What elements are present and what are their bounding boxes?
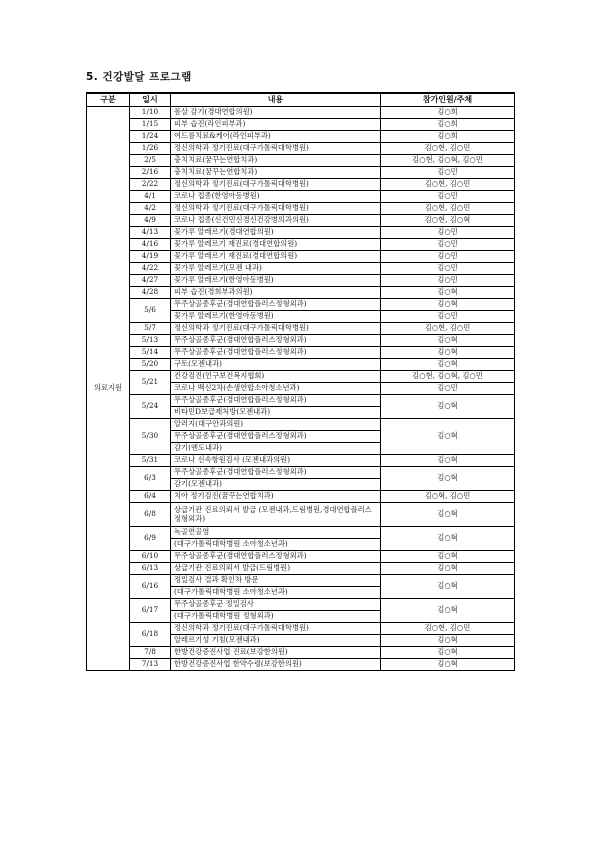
content-cell: 감기(엔도내과)	[171, 443, 381, 455]
date-cell: 5/21	[130, 371, 171, 395]
table-row	[87, 347, 515, 359]
date-cell: 6/16	[130, 575, 171, 599]
participants-cell: 김○혁	[381, 563, 515, 575]
table-row	[87, 155, 515, 167]
table-row	[87, 623, 515, 635]
table-row	[87, 215, 515, 227]
content-cell: (대구가톨릭대학병원 소아청소년과)	[171, 539, 381, 551]
table-row	[87, 179, 515, 191]
participants-cell: 김○희	[381, 107, 515, 119]
participants-cell: 김○희	[381, 119, 515, 131]
content-cell: 한방건강증진사업 진료(보강한의원)	[171, 647, 381, 659]
table-row	[87, 287, 515, 299]
table-row	[87, 131, 515, 143]
content-cell: 정신의학과 정기진료(대구가톨릭대학병원)	[171, 203, 381, 215]
participants-cell: 김○혁	[381, 299, 515, 311]
participants-cell: 김○민	[381, 239, 515, 251]
date-cell: 4/1	[130, 191, 171, 203]
date-cell: 4/16	[130, 239, 171, 251]
participants-cell: 김○현, 김○혁, 김○민	[381, 155, 515, 167]
table-row	[87, 275, 515, 287]
date-cell: 6/9	[130, 527, 171, 551]
content-cell: 구토(모젠내과)	[171, 359, 381, 371]
content-cell: 정신의학과 정기진료(대구가톨릭대학병원)	[171, 323, 381, 335]
content-cell: 코로나 접종(신건민신경신건강병의과의원)	[171, 215, 381, 227]
content-cell: 녹골연골염	[171, 527, 381, 539]
participants-cell: 김○민	[381, 251, 515, 263]
table-row	[87, 143, 515, 155]
participants-cell: 김○혁	[381, 635, 515, 647]
table-row	[87, 323, 515, 335]
content-cell: 충치치료(꿈꾸는연합치과)	[171, 155, 381, 167]
table-row	[87, 467, 515, 479]
date-cell: 1/10	[130, 107, 171, 119]
content-cell: 정신의학과 정기진료(대구가톨릭대학병원)	[171, 179, 381, 191]
table-row	[87, 395, 515, 407]
date-cell: 4/2	[130, 203, 171, 215]
table-row	[87, 203, 515, 215]
participants-cell: 김○혁	[381, 419, 515, 455]
participants-cell: 김○현, 김○혁	[381, 215, 515, 227]
content-cell: 무주상골종후군(경대연합플러스정형외과)	[171, 395, 381, 407]
header-category: 구분	[87, 93, 130, 107]
content-cell: 한방건강증진사업 한약수령(보강한의원)	[171, 659, 381, 671]
content-cell: 무주상골종후군(경대연합플러스정형외과)	[171, 347, 381, 359]
table-row	[87, 575, 515, 587]
content-cell: 감기(모젠내과)	[171, 479, 381, 491]
content-cell: 코로나 백신2차(손생연합소아청소년과)	[171, 383, 381, 395]
table-row	[87, 491, 515, 503]
participants-cell: 김○현, 김○민	[381, 323, 515, 335]
date-cell: 5/24	[130, 395, 171, 419]
participants-cell: 김○현, 김○민	[381, 179, 515, 191]
participants-cell: 김○민	[381, 311, 515, 323]
table-row	[87, 647, 515, 659]
participants-cell: 김○혁	[381, 455, 515, 467]
content-cell: 비타민D보급제처방(모젠내과)	[171, 407, 381, 419]
date-cell: 6/10	[130, 551, 171, 563]
category-cell: 의료지원	[87, 107, 130, 671]
content-cell: 무주상골종후군(경대연합플러스정형외과)	[171, 299, 381, 311]
content-cell: 알러지(대구안과의원)	[171, 419, 381, 431]
table-row	[87, 527, 515, 539]
participants-cell: 김○혁	[381, 599, 515, 623]
content-cell: 치아 정기검진(꿈꾸는연합치과)	[171, 491, 381, 503]
content-cell: 피부 습진(라인피부과)	[171, 119, 381, 131]
date-cell: 4/28	[130, 287, 171, 299]
participants-cell: 김○현, 김○민	[381, 203, 515, 215]
content-cell: 무주상골종후군(경대연합플러스정형외과)	[171, 467, 381, 479]
date-cell: 5/14	[130, 347, 171, 359]
participants-cell: 김○혁	[381, 395, 515, 419]
content-cell: 충치치료(꿈꾸는연합치과)	[171, 167, 381, 179]
table-row	[87, 419, 515, 431]
date-cell: 6/13	[130, 563, 171, 575]
date-cell: 1/26	[130, 143, 171, 155]
table-row	[87, 455, 515, 467]
participants-cell: 김○현, 김○민	[381, 143, 515, 155]
section-title: 5. 건강발달 프로그램	[86, 71, 192, 83]
date-cell: 4/9	[130, 215, 171, 227]
date-cell: 5/7	[130, 323, 171, 335]
date-cell: 6/3	[130, 467, 171, 491]
table-row	[87, 371, 515, 383]
table-row	[87, 167, 515, 179]
table-row	[87, 239, 515, 251]
content-cell: 건강검진(인구보건복지협회)	[171, 371, 381, 383]
table-row	[87, 251, 515, 263]
participants-cell: 김○혁	[381, 659, 515, 671]
table-row	[87, 299, 515, 311]
table-row	[87, 599, 515, 611]
participants-cell: 김○혁	[381, 575, 515, 599]
content-cell: 코로나 접종(한영아동병원)	[171, 191, 381, 203]
content-cell: 여드름치료&케어(라인피부과)	[171, 131, 381, 143]
date-cell: 1/24	[130, 131, 171, 143]
date-cell: 5/30	[130, 419, 171, 455]
content-cell: 정밀검사 결과 확인차 방문	[171, 575, 381, 587]
content-cell: 알레르기성 기침(모젠내과)	[171, 635, 381, 647]
date-cell: 5/31	[130, 455, 171, 467]
content-cell: 몸살 감기(경대연합의원)	[171, 107, 381, 119]
header-content: 내용	[171, 93, 381, 107]
date-cell: 5/13	[130, 335, 171, 347]
date-cell: 5/20	[130, 359, 171, 371]
content-cell: 정신의학과 정기진료(대구가톨릭대학병원)	[171, 623, 381, 635]
content-cell: (대구가톨릭대학병원 소아청소년과)	[171, 587, 381, 599]
date-cell: 4/19	[130, 251, 171, 263]
content-cell: 꽃가루 알레르기 재진료(경대연합의원)	[171, 239, 381, 251]
participants-cell: 김○민	[381, 167, 515, 179]
table-row	[87, 659, 515, 671]
table-header-row	[87, 93, 515, 107]
date-cell: 7/8	[130, 647, 171, 659]
date-cell: 6/18	[130, 623, 171, 647]
date-cell: 4/27	[130, 275, 171, 287]
date-cell: 1/15	[130, 119, 171, 131]
participants-cell: 김○혁	[381, 347, 515, 359]
content-cell: 꽃가루 알레르기(한영아동병원)	[171, 275, 381, 287]
content-cell: 무주상골종후군(경대연합플러스정형외과)	[171, 335, 381, 347]
participants-cell: 김○민	[381, 275, 515, 287]
table-row	[87, 563, 515, 575]
date-cell: 6/4	[130, 491, 171, 503]
content-cell: 상급기관 진료의뢰서 발급(드림병원)	[171, 563, 381, 575]
date-cell: 4/22	[130, 263, 171, 275]
date-cell: 4/13	[130, 227, 171, 239]
participants-cell: 김○혁	[381, 527, 515, 551]
table-row	[87, 335, 515, 347]
table-row	[87, 191, 515, 203]
participants-cell: 김○민	[381, 227, 515, 239]
health-program-table	[86, 92, 515, 671]
date-cell: 2/16	[130, 167, 171, 179]
header-date: 일시	[130, 93, 171, 107]
header-participants: 참가인원/주체	[381, 93, 515, 107]
content-cell: 정신의학과 정기진료(대구가톨릭대학병원)	[171, 143, 381, 155]
content-cell: 코로나 신속항원검사 (모젠내과의원)	[171, 455, 381, 467]
table-row	[87, 359, 515, 371]
content-cell: 피부 습진(경희부과의원)	[171, 287, 381, 299]
participants-cell: 김○현, 김○민	[381, 623, 515, 635]
participants-cell: 김○혁	[381, 359, 515, 371]
participants-cell: 김○혁, 김○민	[381, 491, 515, 503]
table-row	[87, 119, 515, 131]
content-cell: 꽃가루 알레르기 재진료(경대연합의원)	[171, 251, 381, 263]
participants-cell: 김○혁	[381, 647, 515, 659]
participants-cell: 김○혁	[381, 467, 515, 491]
date-cell: 2/5	[130, 155, 171, 167]
content-cell: 무주상골종후군(경대연합플러스정형외과)	[171, 551, 381, 563]
table-row	[87, 227, 515, 239]
participants-cell: 김○혁	[381, 503, 515, 527]
participants-cell: 김○민	[381, 263, 515, 275]
participants-cell: 김○혁	[381, 551, 515, 563]
date-cell: 6/17	[130, 599, 171, 623]
date-cell: 6/8	[130, 503, 171, 527]
content-cell: 상급기관 진료의뢰서 발급 (모젠내과,드림병원,경대연합플러스정형외과)	[171, 503, 381, 527]
content-cell: 무주상골종후군 정밀검사	[171, 599, 381, 611]
participants-cell: 김○혁	[381, 287, 515, 299]
date-cell: 2/22	[130, 179, 171, 191]
participants-cell: 김○현, 김○혁, 김○민	[381, 371, 515, 383]
table-row	[87, 551, 515, 563]
participants-cell: 김○혁	[381, 335, 515, 347]
content-cell: 꽃가루 알레르기(경대연합의원)	[171, 227, 381, 239]
content-cell: 꽃가루 알레르기(한영아동병원)	[171, 311, 381, 323]
date-cell: 7/13	[130, 659, 171, 671]
table-row	[87, 107, 515, 119]
content-cell: (대구가톨릭대학병원 정형외과)	[171, 611, 381, 623]
table-row	[87, 503, 515, 527]
content-cell: 꽃가루 알레르기(모젠 내과)	[171, 263, 381, 275]
participants-cell: 김○민	[381, 383, 515, 395]
table-row	[87, 263, 515, 275]
date-cell: 5/6	[130, 299, 171, 323]
content-cell: 무주상골종후군(경대연합플러스정형외과)	[171, 431, 381, 443]
participants-cell: 김○민	[381, 191, 515, 203]
participants-cell: 김○희	[381, 131, 515, 143]
